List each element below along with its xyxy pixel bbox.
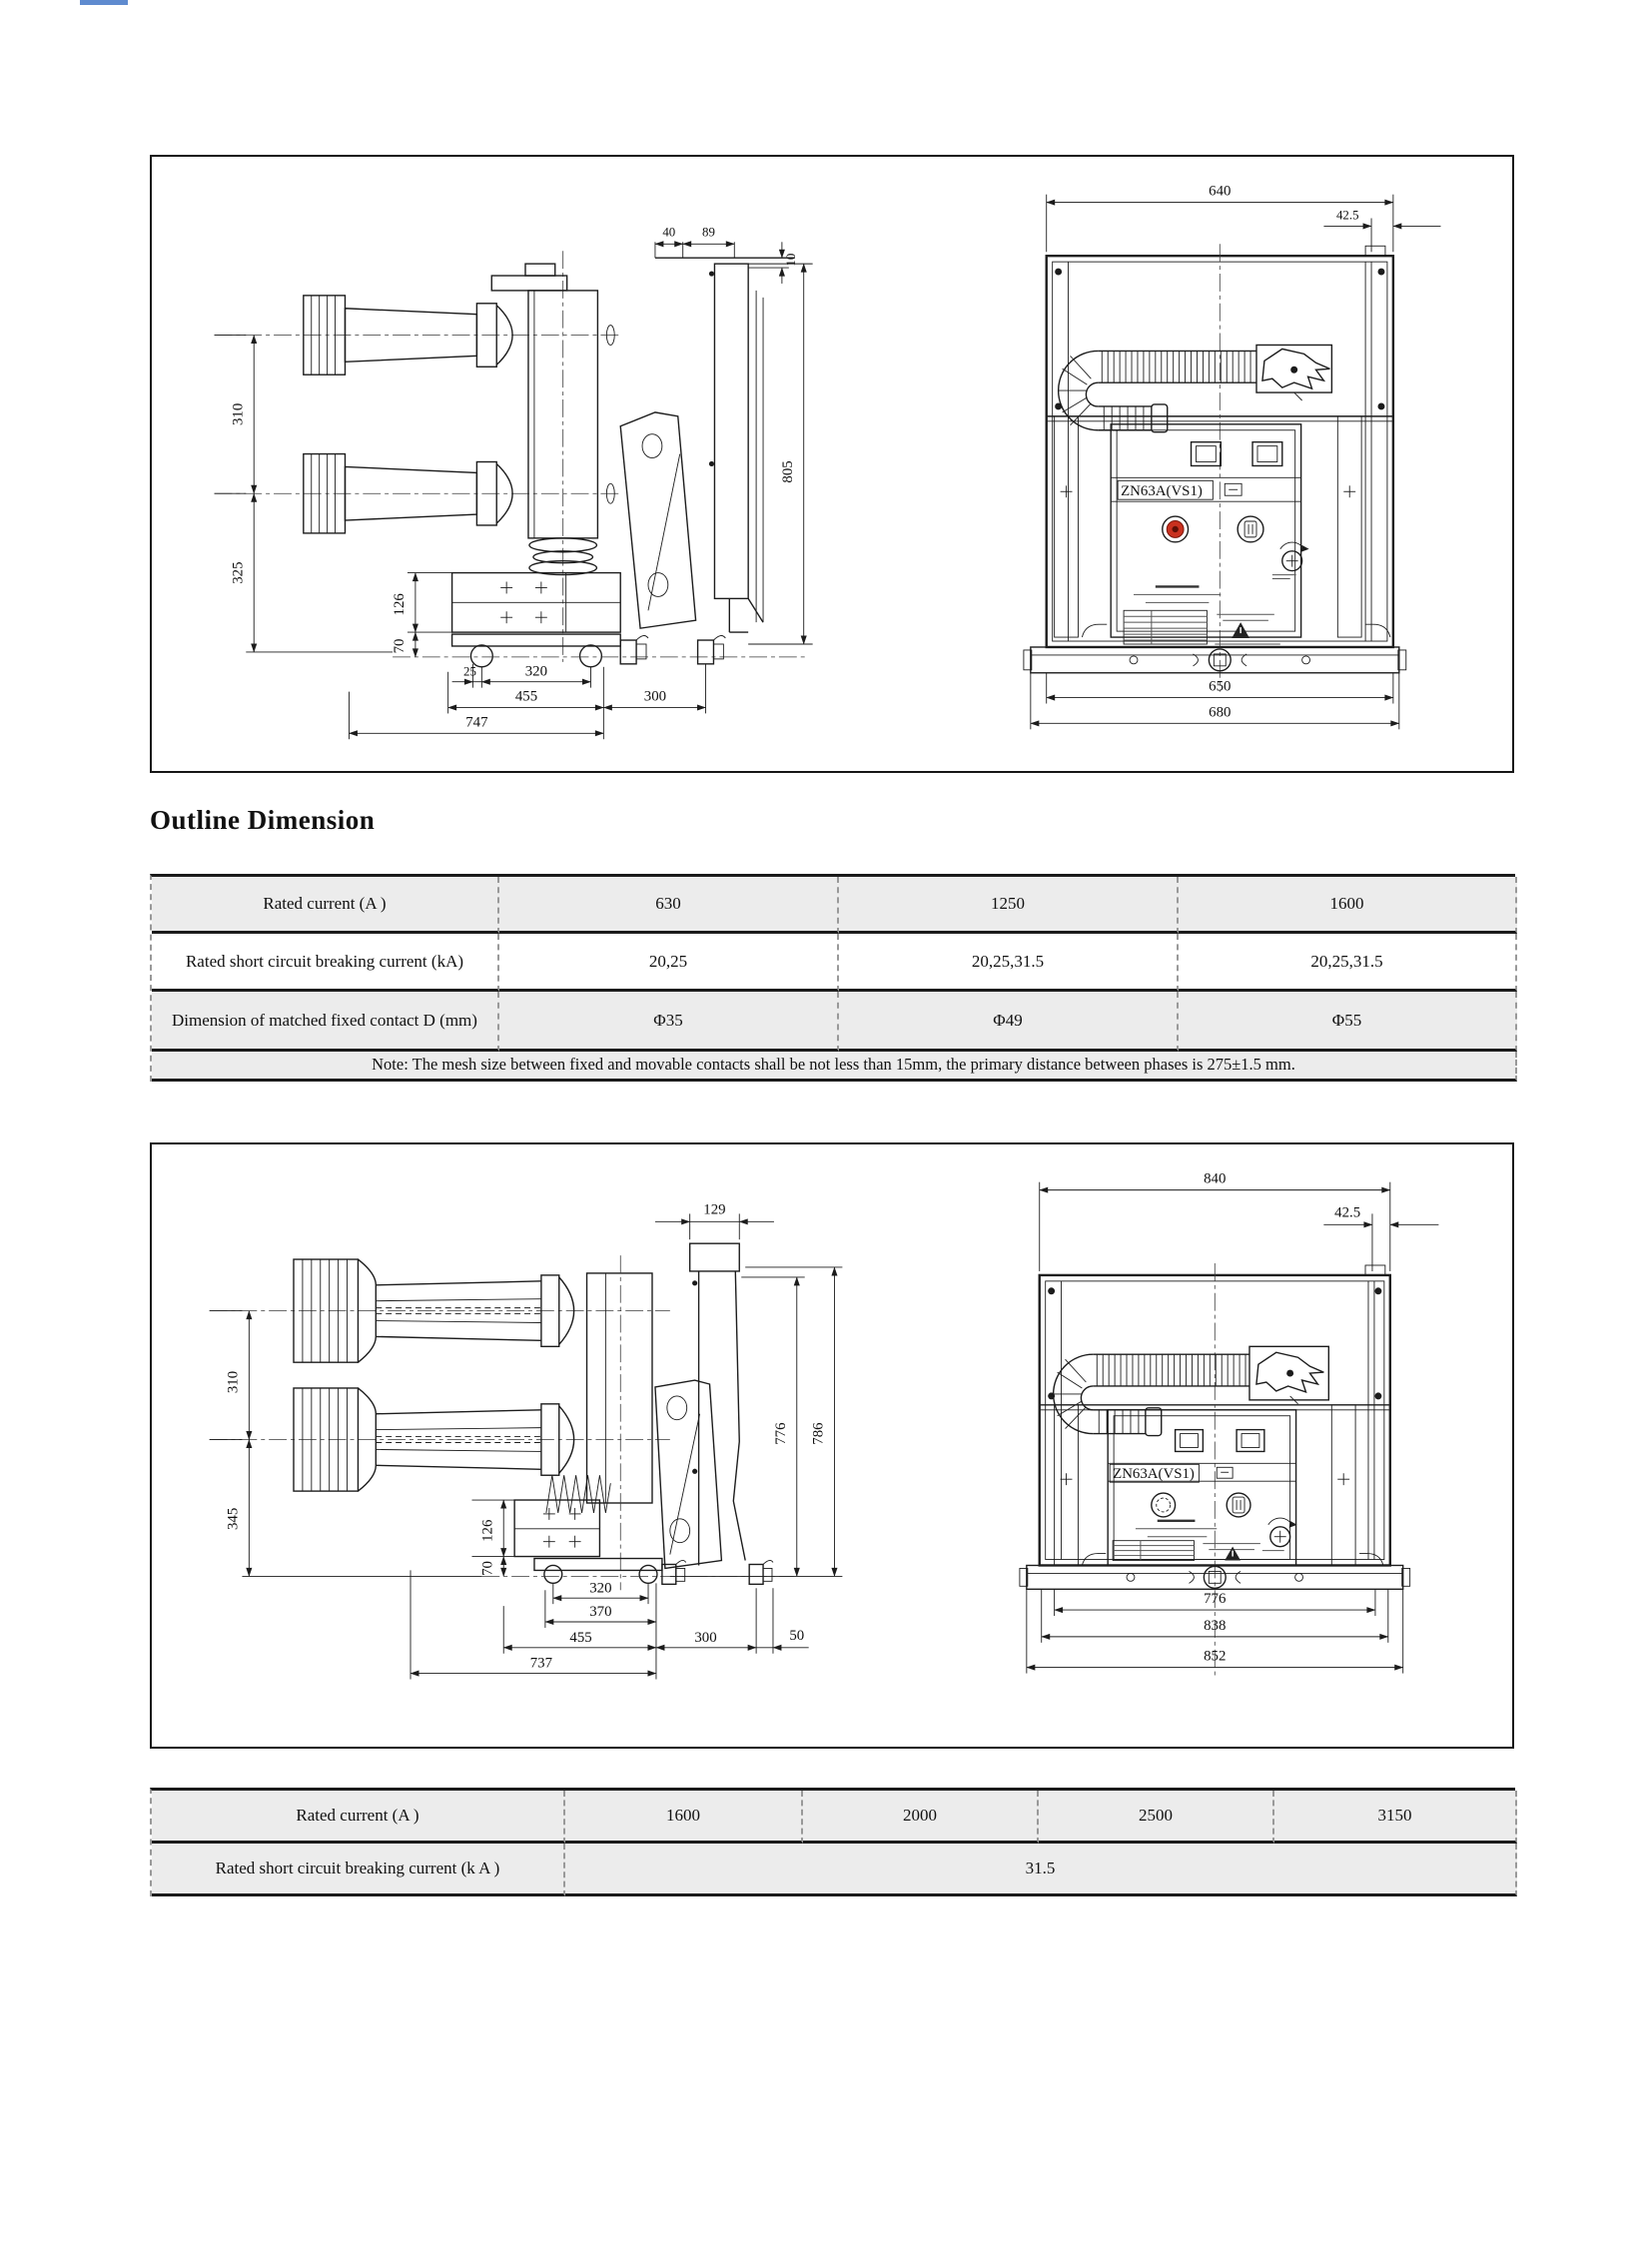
dim-310: 310 [230,402,247,426]
dim-300: 300 [643,688,667,705]
dim-126: 126 [391,593,408,616]
scan-artifact [80,0,128,5]
nameplate-text-1 [1134,586,1221,602]
svg-text:42.5: 42.5 [1335,208,1359,223]
side-view-1 [215,225,813,739]
conduit-2 [1054,1346,1329,1435]
svg-text:852: 852 [1204,1648,1227,1665]
indicator-window-icon [1237,1430,1264,1452]
page-title: Outline Dimension [150,805,376,835]
dim-42-1 [1323,208,1440,252]
base-wheels-1 [393,634,809,667]
t2-row1-label: Rated current (A ) [152,1791,565,1844]
t1-row2-label: Rated short circuit breaking current (kA) [152,934,499,992]
t1-cell: Φ35 [499,992,839,1052]
dim-345: 345 [225,1507,242,1531]
dim-300: 300 [694,1629,717,1646]
t1-cell: 630 [499,877,839,934]
dim-320: 320 [524,663,548,680]
rear-panel-1 [655,242,795,632]
pole-column-1 [491,251,597,662]
svg-text:680: 680 [1209,704,1232,721]
table-note: Note: The mesh size between fixed and movable contacts shall be not less than 15mm, the primary distance between phases is 275±1.5 mm. [152,1052,1517,1082]
base-wheels-2 [481,1559,793,1585]
close-button [1227,1493,1250,1517]
t1-cell: 1600 [1179,877,1517,934]
svg-text:805: 805 [779,460,796,483]
t1-row3-label: Dimension of matched fixed contact D (mm) [152,992,499,1052]
dim-126-70-2 [471,1500,533,1576]
t1-cell: Φ49 [839,992,1179,1052]
front-panel-2 [1055,1405,1383,1566]
dim-776-838-852 [1027,1589,1403,1673]
svg-text:42.5: 42.5 [1334,1204,1361,1221]
dim-370: 370 [589,1604,612,1621]
dim-126: 126 [479,1519,496,1542]
energy-storage-handle-icon [1272,542,1309,578]
dim-320: 320 [589,1580,612,1597]
bellows-2 [546,1475,610,1513]
dim-455: 455 [569,1629,592,1646]
dim-310: 310 [225,1370,242,1394]
dim-10: 10 [783,253,798,267]
conduit-1 [1059,345,1332,431]
support-bracket-1 [620,412,695,628]
dim-70: 70 [391,638,408,654]
dim-737: 737 [529,1655,553,1672]
drawing-panel-2 [150,1142,1514,1749]
nameplate-text-2 [1136,1521,1217,1537]
dim-89: 89 [702,225,715,240]
dim-747: 747 [465,714,488,731]
dim-50: 50 [789,1627,805,1644]
front-view-1 [1024,184,1441,730]
t1-cell: 20,25,31.5 [839,934,1179,992]
outline-dimension-table [150,874,1515,1082]
dim-776: 776 [772,1422,789,1445]
t2-cell: 2500 [1039,1791,1274,1844]
front-panel-1 [1055,416,1390,644]
t2-merged-cell: 31.5 [565,1844,1517,1896]
indicator-window-icon [1176,1430,1204,1452]
svg-text:129: 129 [703,1201,726,1218]
close-button [1238,516,1263,542]
t1-cell: 20,25,31.5 [1179,934,1517,992]
svg-text:840: 840 [1204,1170,1227,1187]
t2-cell: 3150 [1274,1791,1517,1844]
front-view-2 [1020,1171,1438,1680]
nameplate-table-2 [1113,1541,1260,1561]
open-button [1163,516,1189,542]
dim-129 [655,1201,774,1239]
dim-805 [748,264,812,644]
model-label: ZN63A(VS1) [1113,1466,1195,1483]
dim-42-2 [1323,1204,1438,1271]
dim-bottom-1 [349,664,705,739]
support-bracket-2 [655,1380,721,1568]
dim-650-680 [1031,673,1399,730]
dim-top-1 [655,225,798,284]
svg-text:650: 650 [1209,678,1232,695]
t1-cell: Φ55 [1179,992,1517,1052]
dim-840 [1040,1171,1390,1271]
t1-cell: 20,25 [499,934,839,992]
dim-455: 455 [514,688,538,705]
base-rail-1 [1024,647,1406,673]
dim-325: 325 [230,561,247,584]
dim-126-70-1 [392,573,452,657]
dim-right-2 [670,1267,843,1576]
dim-bottom-2 [411,1570,809,1679]
model-label: ZN63A(VS1) [1121,483,1203,500]
dim-25: 25 [463,664,476,679]
t1-row1-label: Rated current (A ) [152,877,499,934]
nameplate-table-1 [1124,610,1280,644]
dim-left-2 [210,1311,482,1577]
dim-786: 786 [810,1422,827,1445]
drawing-panel-1 [150,155,1514,773]
technical-drawing-2 [152,1144,1507,1742]
svg-text:776: 776 [1204,1591,1227,1608]
svg-text:640: 640 [1209,183,1232,200]
energy-storage-handle-icon [1262,1518,1297,1551]
t2-cell: 1600 [565,1791,803,1844]
dim-40: 40 [662,225,676,240]
t2-row2-label: Rated short circuit breaking current (k A ) [152,1844,565,1896]
t1-cell: 1250 [839,877,1179,934]
mechanism-box-1 [452,573,621,633]
svg-text:838: 838 [1204,1617,1227,1634]
dim-70: 70 [479,1561,496,1576]
technical-drawing-1 [152,157,1507,766]
open-button [1152,1493,1176,1517]
side-view-2 [210,1201,843,1679]
rated-current-table [150,1788,1515,1896]
t2-cell: 2000 [803,1791,1039,1844]
